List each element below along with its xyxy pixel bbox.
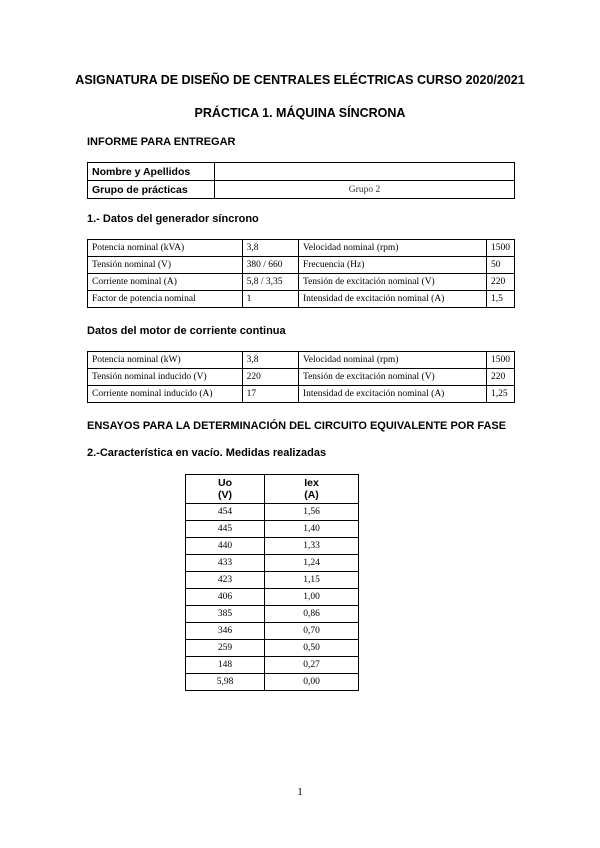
param-label: Corriente nominal (A)	[88, 274, 243, 291]
motor-heading: Datos del motor de corriente continua	[87, 325, 286, 337]
uo-value: 433	[186, 555, 265, 572]
iex-value: 1,40	[265, 521, 359, 538]
no-load-row	[186, 555, 359, 572]
report-heading: INFORME PARA ENTREGAR	[87, 136, 236, 148]
param-value: 50	[487, 257, 515, 274]
param-value: 380 / 660	[242, 257, 298, 274]
param-value: 5,8 / 3,35	[242, 274, 298, 291]
iex-value: 0,00	[265, 674, 359, 691]
param-value: 3,8	[242, 352, 298, 369]
no-load-row	[186, 657, 359, 674]
param-label: Factor de potencia nominal	[88, 291, 243, 308]
col-uo-unit: (V)	[218, 489, 232, 501]
generator-row	[88, 291, 515, 308]
param-label: Potencia nominal (kW)	[88, 352, 243, 369]
uo-value: 346	[186, 623, 265, 640]
param-value: 220	[487, 369, 515, 386]
tests-heading: ENSAYOS PARA LA DETERMINACIÓN DEL CIRCUITO EQUIVALENTE POR FASE	[87, 420, 507, 432]
param-label: Corriente nominal inducido (A)	[88, 386, 243, 403]
param-label: Intensidad de excitación nominal (A)	[298, 386, 486, 403]
motor-row	[88, 369, 515, 386]
student-name-row	[88, 163, 515, 181]
param-label: Tensión nominal (V)	[88, 257, 243, 274]
no-load-row	[186, 623, 359, 640]
param-value: 17	[242, 386, 298, 403]
param-label: Tensión de excitación nominal (V)	[298, 274, 486, 291]
group-label: Grupo de prácticas	[88, 181, 215, 199]
motor-row	[88, 386, 515, 403]
col-iex-unit: (A)	[304, 489, 319, 501]
iex-value: 0,27	[265, 657, 359, 674]
param-value: 1,25	[487, 386, 515, 403]
iex-value: 1,24	[265, 555, 359, 572]
param-label: Velocidad nominal (rpm)	[298, 352, 486, 369]
generator-row	[88, 257, 515, 274]
student-group-row	[88, 181, 515, 199]
param-label: Potencia nominal (kVA)	[88, 240, 243, 257]
practice-title: PRÁCTICA 1. MÁQUINA SÍNCRONA	[194, 106, 406, 120]
no-load-row	[186, 589, 359, 606]
param-value: 1500	[487, 352, 515, 369]
name-value	[215, 163, 515, 181]
generator-table	[87, 239, 515, 308]
param-label: Intensidad de excitación nominal (A)	[298, 291, 486, 308]
param-label: Velocidad nominal (rpm)	[298, 240, 486, 257]
iex-value: 1,00	[265, 589, 359, 606]
uo-value: 440	[186, 538, 265, 555]
no-load-row	[186, 504, 359, 521]
param-value: 220	[242, 369, 298, 386]
param-label: Tensión nominal inducido (V)	[88, 369, 243, 386]
course-title: ASIGNATURA DE DISEÑO DE CENTRALES ELÉCTRICAS CURSO 2020/2021	[75, 73, 525, 87]
uo-value: 445	[186, 521, 265, 538]
name-label: Nombre y Apellidos	[88, 163, 215, 181]
param-value: 220	[487, 274, 515, 291]
page-number: 1	[297, 786, 303, 798]
param-label: Frecuencia (Hz)	[298, 257, 486, 274]
generator-row	[88, 274, 515, 291]
no-load-header-row	[186, 475, 359, 504]
generator-row	[88, 240, 515, 257]
col-iex-header	[265, 475, 359, 504]
param-value: 1500	[487, 240, 515, 257]
uo-value: 454	[186, 504, 265, 521]
iex-value: 0,70	[265, 623, 359, 640]
motor-row	[88, 352, 515, 369]
uo-value: 148	[186, 657, 265, 674]
no-load-heading: 2.-Característica en vacío. Medidas realizadas	[87, 447, 327, 459]
uo-value: 406	[186, 589, 265, 606]
student-table	[87, 162, 515, 199]
iex-value: 1,56	[265, 504, 359, 521]
iex-value: 0,86	[265, 606, 359, 623]
iex-value: 0,50	[265, 640, 359, 657]
iex-value: 1,33	[265, 538, 359, 555]
motor-table	[87, 351, 515, 403]
col-uo-header	[186, 475, 265, 504]
param-value: 3,8	[242, 240, 298, 257]
generator-heading: 1.- Datos del generador síncrono	[87, 213, 259, 225]
param-value: 1,5	[487, 291, 515, 308]
iex-value: 1,15	[265, 572, 359, 589]
group-value: Grupo 2	[215, 181, 515, 199]
no-load-row	[186, 640, 359, 657]
uo-value: 259	[186, 640, 265, 657]
no-load-row	[186, 572, 359, 589]
no-load-row	[186, 674, 359, 691]
no-load-table	[185, 474, 359, 691]
param-value: 1	[242, 291, 298, 308]
col-iex-label: Iex	[304, 477, 319, 489]
uo-value: 423	[186, 572, 265, 589]
no-load-row	[186, 606, 359, 623]
no-load-row	[186, 538, 359, 555]
param-label: Tensión de excitación nominal (V)	[298, 369, 486, 386]
uo-value: 5,98	[186, 674, 265, 691]
col-uo-label: Uo	[218, 477, 232, 489]
uo-value: 385	[186, 606, 265, 623]
no-load-row	[186, 521, 359, 538]
